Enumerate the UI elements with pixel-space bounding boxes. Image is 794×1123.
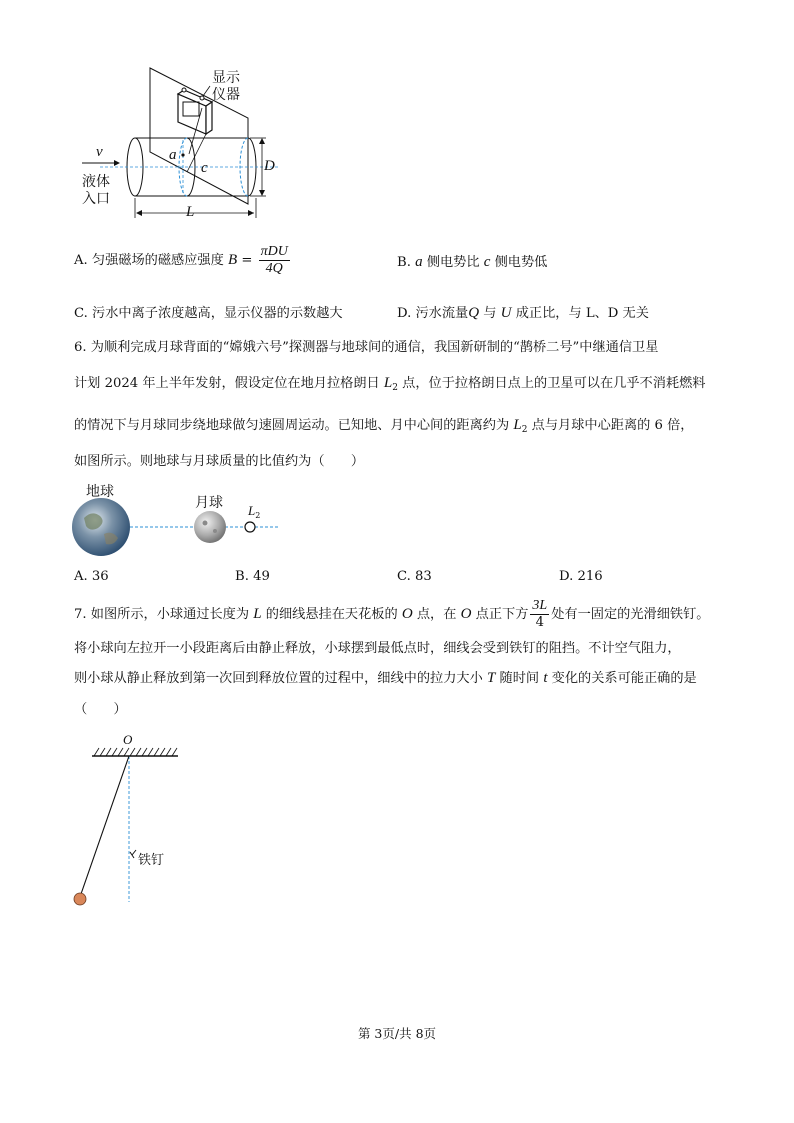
q5-option-a-fraction — [259, 244, 290, 277]
q7-line-1c: 点，在 — [412, 607, 461, 622]
q5-option-d-prefix: D. 污水流量 — [397, 306, 469, 321]
nail-label: 铁钉 — [138, 853, 165, 868]
q6-line-3b: 点与月球中心距离的 6 倍， — [527, 418, 694, 433]
page-footer: 第 3页/共 8页 — [357, 1026, 437, 1041]
q6-option-a[interactable]: A. 36 — [74, 569, 109, 584]
q6-line-2a: 计划 2024 年上半年发射，假设定位在地月拉格朗日 — [74, 376, 384, 391]
inlet-label-line1: 液体 — [82, 174, 110, 190]
inlet-label — [82, 174, 110, 208]
q6-line-4: 如图所示。则地球与月球质量的比值约为（ ） — [74, 454, 365, 469]
q5-option-b-suffix: 侧电势低 — [490, 255, 548, 270]
q7-line-3 — [74, 669, 697, 688]
q7-line-4: （ ） — [74, 702, 127, 717]
q7-line-1b: 的细线悬挂在天花板的 — [261, 607, 402, 622]
l2-label-letter: L — [248, 503, 256, 518]
q7-line-1e: 处有一固定的光滑细铁钉。 — [551, 607, 710, 622]
q7-line-2: 将小球向左拉开一小段距离后由静止释放，小球摆到最低点时，细线会受到铁钉的阻挡。不计空气阻力， — [74, 641, 681, 656]
q7-line-1a: 7. 如图所示，小球通过长度为 — [74, 607, 254, 622]
q7-line-3-t: t — [543, 670, 548, 686]
q5-option-d-mid1: 与 — [479, 306, 501, 321]
q5-option-a-eq: = — [237, 253, 257, 268]
q5-option-b-prefix: B. — [397, 255, 416, 270]
q5-option-d-mid2: 成正比，与 L、D 无关 — [511, 306, 649, 321]
q5-option-c[interactable]: C. 污水中离子浓度越高，显示仪器的示数越大 — [74, 306, 343, 321]
q6-line-3a: 的情况下与月球同步绕地球做匀速圆周运动。已知地、月中心间的距离约为 — [74, 418, 514, 433]
display-label — [212, 70, 240, 104]
q5-option-a-var: B — [228, 252, 238, 268]
q7-line-1-L: L — [253, 606, 262, 622]
q7-fraction-num: 3L — [532, 598, 548, 613]
q6-option-c[interactable]: C. 83 — [397, 569, 432, 584]
q6-line-2 — [74, 374, 705, 397]
q7-fraction — [530, 598, 549, 631]
q6-line-2-sub: 2 — [392, 383, 398, 393]
q6-line-2b: 点，位于拉格朗日点上的卫星可以在几乎不消耗燃料 — [397, 376, 706, 391]
q5-option-a[interactable] — [74, 244, 292, 277]
electrode-a-label: a — [169, 147, 177, 163]
q7-line-3-T: T — [487, 670, 496, 686]
q5-option-b-a: a — [415, 254, 423, 270]
q5-option-a-den: 4Q — [265, 261, 283, 276]
q5-option-b-mid: 侧电势比 — [422, 255, 484, 270]
velocity-label: v — [96, 144, 103, 160]
q6-line-3 — [74, 416, 694, 439]
l2-point-icon — [245, 522, 255, 532]
q5-option-a-text: A. 匀强磁场的磁感应强度 — [74, 253, 224, 268]
inlet-label-line2: 入口 — [82, 191, 110, 207]
electrode-c-label: c — [201, 160, 208, 176]
q5-option-d-q: Q — [468, 305, 480, 321]
q6-line-3-L: L — [513, 417, 522, 433]
moon-icon — [194, 511, 226, 543]
ball-icon — [74, 893, 86, 905]
display-label-line2: 仪器 — [212, 87, 240, 103]
q5-option-d-u: U — [500, 305, 512, 321]
moon-label: 月球 — [195, 495, 223, 511]
display-instrument — [178, 88, 212, 134]
q7-line-1 — [74, 596, 709, 633]
length-label: L — [186, 204, 195, 220]
q5-option-b-c: c — [483, 254, 491, 270]
q6-line-1: 6. 为顺利完成月球背面的“嫦娥六号”探测器与地球间的通信，我国新研制的“鹊桥二号”中继通信卫星 — [74, 340, 659, 355]
pendulum-figure — [70, 734, 200, 914]
q6-option-d[interactable]: D. 216 — [559, 569, 603, 584]
q7-line-3c: 变化的关系可能正确的是 — [547, 671, 697, 686]
q7-fraction-den: 4 — [535, 615, 545, 630]
l2-label-sub: 2 — [255, 511, 261, 520]
q5-option-a-num: πDU — [260, 244, 288, 259]
l2-label — [248, 503, 260, 520]
earth-label: 地球 — [86, 484, 114, 500]
q7-line-3b: 随时间 — [495, 671, 544, 686]
q7-line-3a: 则小球从静止释放到第一次回到释放位置的过程中，细线中的拉力大小 — [74, 671, 488, 686]
display-label-line1: 显示 — [212, 70, 240, 86]
q6-line-3-sub: 2 — [521, 425, 528, 435]
q6-line-2-L: L — [383, 375, 393, 391]
q6-option-b[interactable]: B. 49 — [235, 569, 270, 584]
q7-line-1-O2: O — [460, 606, 472, 622]
nail-icon — [130, 850, 136, 858]
pivot-o-label: O — [123, 732, 133, 747]
q7-line-1-O: O — [401, 606, 413, 622]
earth-icon — [72, 498, 130, 556]
q7-line-1d: 点正下方 — [471, 607, 529, 622]
q5-option-b[interactable] — [397, 251, 547, 271]
q5-option-d[interactable] — [397, 302, 649, 322]
diameter-label: D — [264, 158, 275, 174]
flowmeter-figure — [70, 62, 290, 234]
